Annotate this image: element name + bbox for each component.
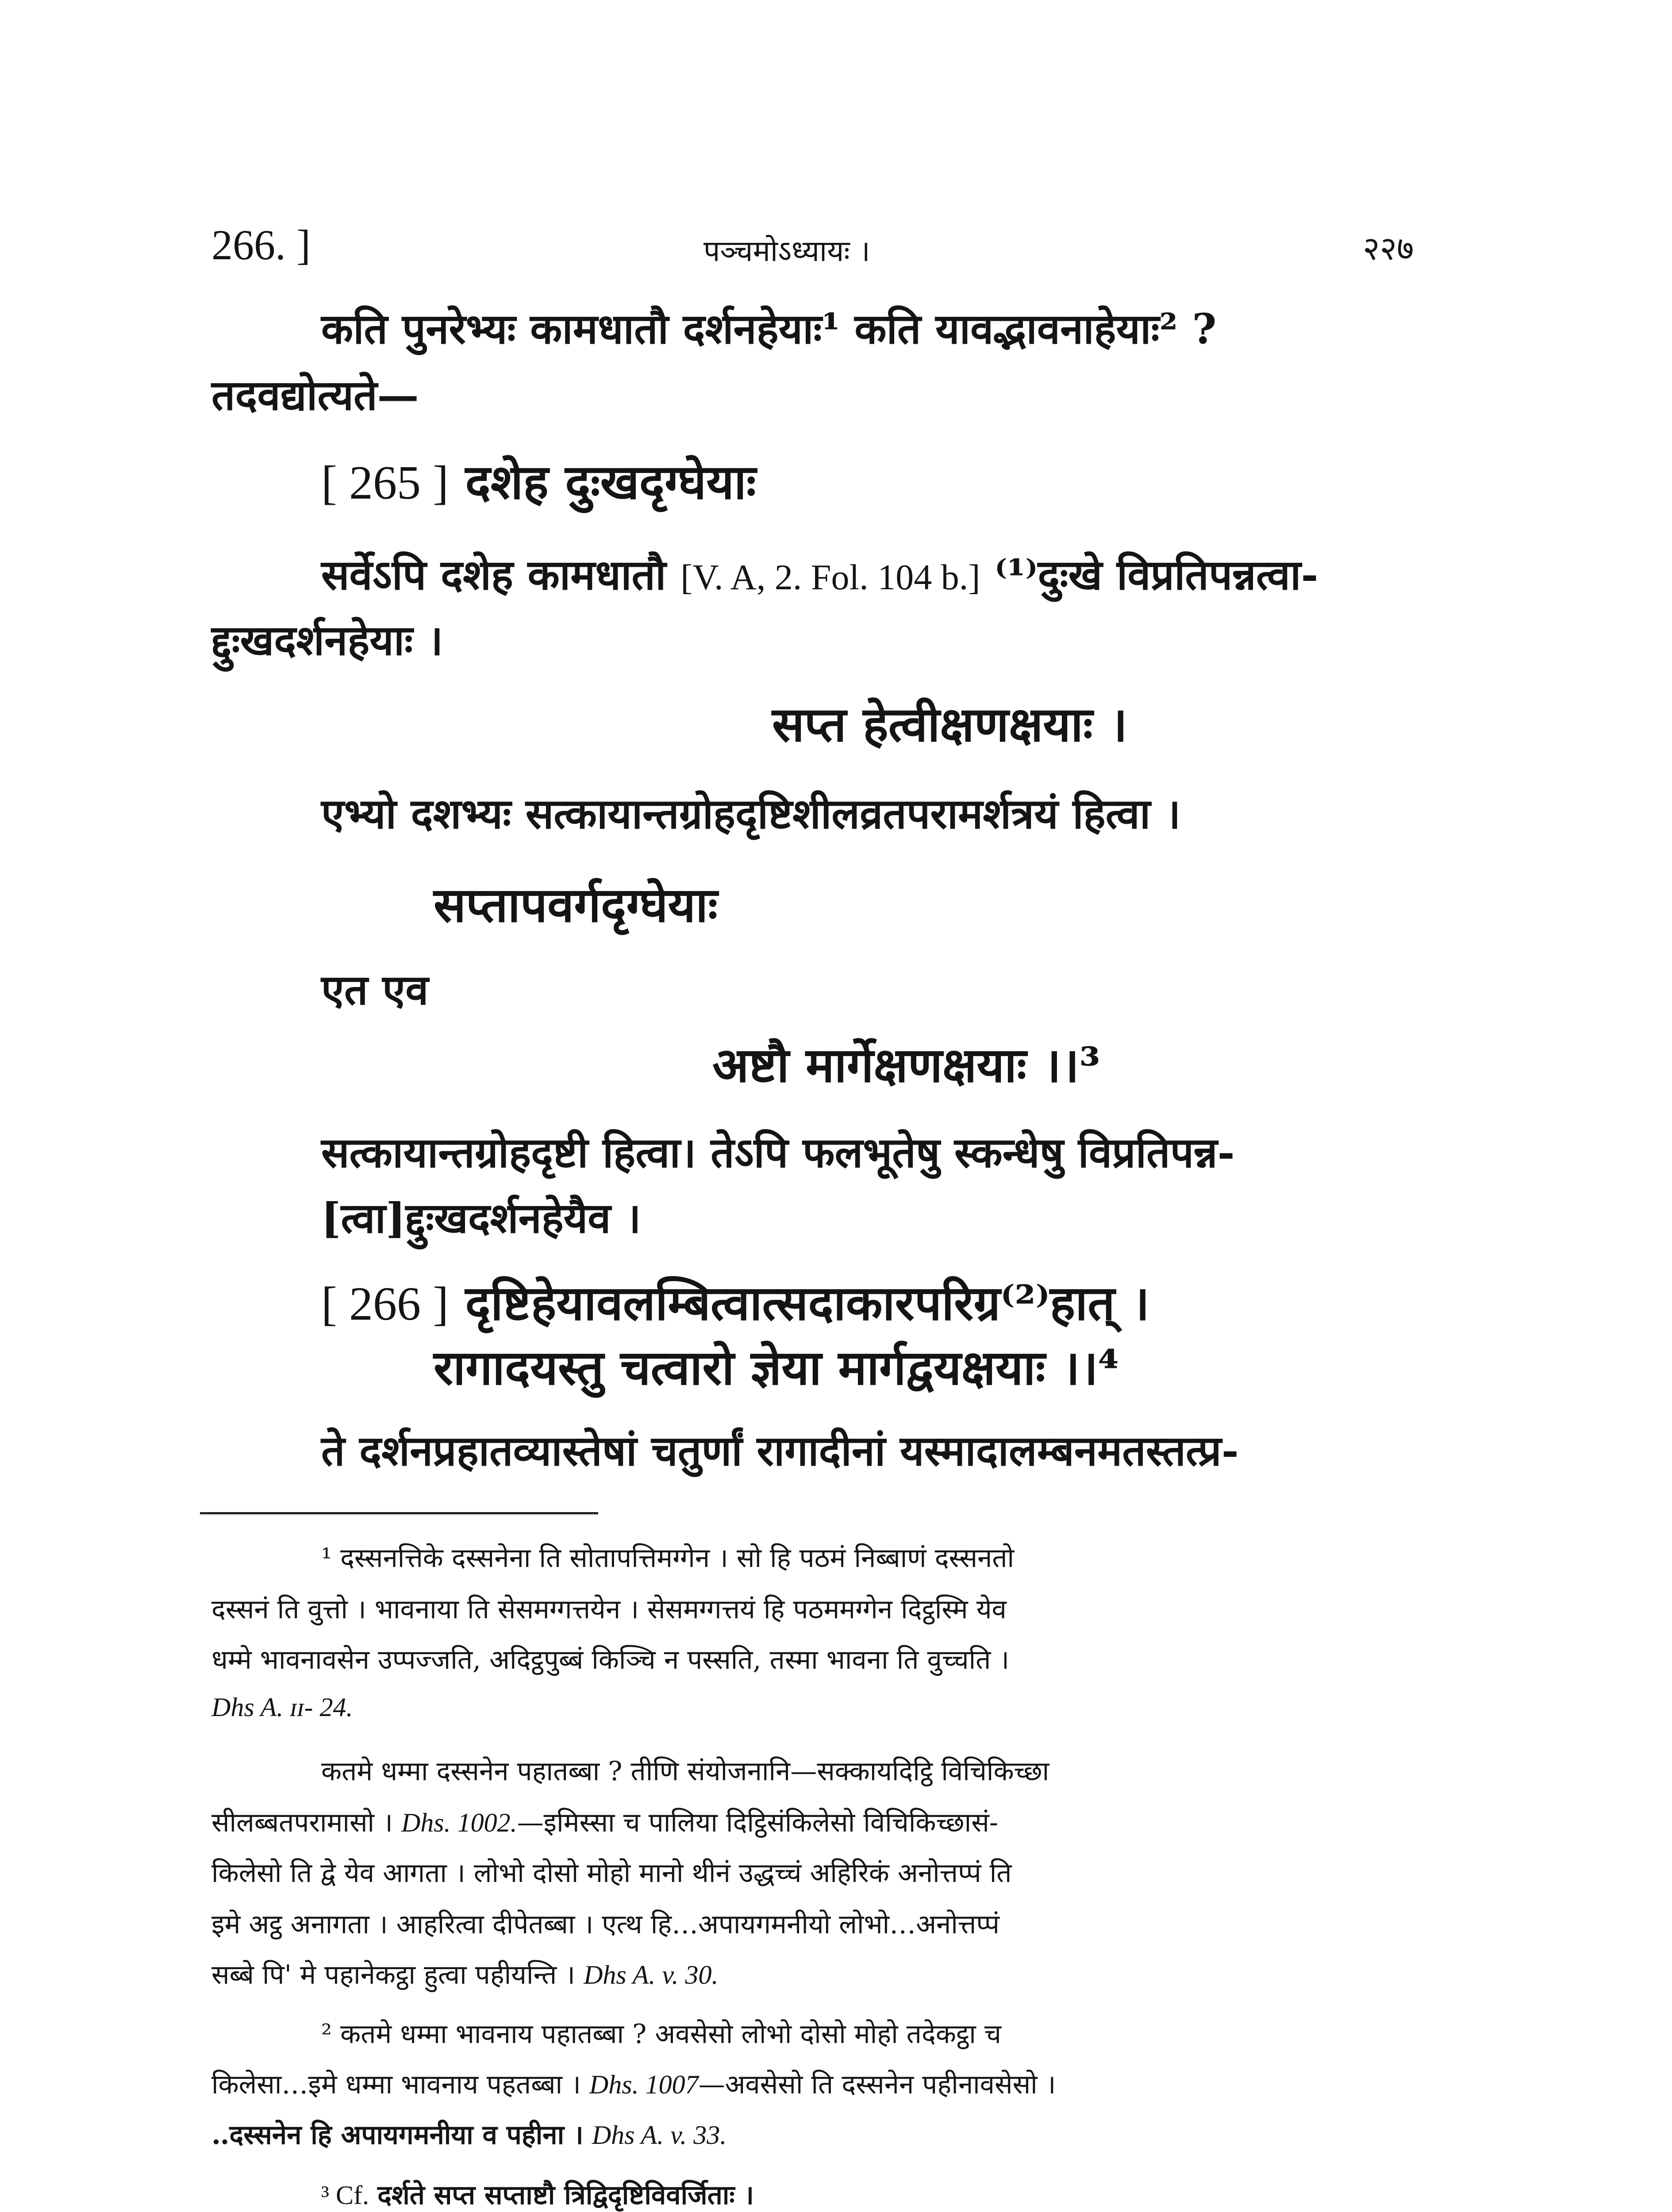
footnote-1b-line-4: इमे अट्ठ अनागता । आहरित्वा दीपेतब्बा । एत्थ हि…अपायगमनीयो लोभो…अनोत्तप्पं <box>211 1909 999 1940</box>
footnote-1-line-3: धम्मे भावनावसेन उप्पज्जति, अदिट्ठपुब्बं किञ्चि न पस्सति, तस्मा भावना ति वुच्चति । <box>211 1644 1010 1675</box>
paragraph-2-text-b: ⁽¹⁾दुःखे विप्रतिपन्नत्वा- <box>995 551 1318 599</box>
footnote-1-reference <box>211 1692 353 1723</box>
verse-line-sapta: सप्त हेत्वीक्षणक्षयाः । <box>772 697 1128 753</box>
paragraph-8-line-2: [त्वा]द्दुःखदर्शनहेयैव । <box>321 1194 641 1243</box>
footnote-2-line-3 <box>211 2116 726 2152</box>
footnote-1b-line-3: किलेसो ति द्वे येव आगता । लोभो दोसो मोहो मानो थीनं उद्धच्चं अहिरिकं अनोत्तप्पं ति <box>211 1858 1012 1889</box>
chapter-title: पञ्चमोऽध्यायः । <box>703 234 870 268</box>
footnote-2-text-c: ‥दस्सनेन हि अपायगमनीया व पहीना । <box>211 2120 584 2151</box>
footnote-3-verse-1: दर्शते सप्त सप्ताष्टौ त्रिद्विदृष्टिविवर्जिताः । <box>377 2180 754 2211</box>
footnote-1-citation: Dhs A. ɪɪ- 24. <box>211 1693 353 1722</box>
footnote-1b-citation: Dhs. 1002. <box>401 1808 517 1837</box>
page-reference: 266. ] <box>211 221 311 269</box>
paragraph-1-line-1: कति पुनरेभ्यः कामधातौ दर्शनहेयाः¹ कति यावद्भावनाहेयाः² ? <box>321 305 1217 353</box>
paragraph-2-line-2: द्दुःखदर्शनहेयाः । <box>211 616 443 665</box>
verse-266-number: [ 266 ] <box>321 1278 449 1330</box>
footnote-1b-line-1: कतमे धम्मा दस्सनेन पहातब्बा ? तीणि संयोजनानि—सक्कायदिट्ठि विचिकिच्छा <box>321 1756 1049 1787</box>
footnote-1b-line-5 <box>211 1955 719 1992</box>
footnote-3-line-1 <box>321 2176 754 2212</box>
footnote-1b-citation-2: Dhs A. v. 30. <box>584 1960 719 1989</box>
paragraph-9: ते दर्शनप्रहातव्यास्तेषां चतुर्णां रागादीनां यस्मादालम्बनमतस्तत्प्र- <box>321 1427 1239 1475</box>
footnote-1b-text-c: सब्बे पि' मे पहानेकट्ठा हुत्वा पहीयन्ति । <box>211 1959 576 1990</box>
paragraph-1-line-2: तदवद्योत्यते— <box>211 371 419 420</box>
verse-265-text: दशेह दुःखदृग्घेयाः <box>465 454 756 510</box>
footnote-2-text-a: किलेसा…इमे धम्मा भावनाय पहतब्बा । <box>211 2069 581 2100</box>
verse-266-line-2: रागादयस्तु चत्वारो ज्ञेया मार्गद्वयक्षयाः ।।⁴ <box>434 1340 1119 1396</box>
paragraph-6: एत एव <box>321 966 429 1014</box>
paragraph-2-line-1 <box>321 545 1318 602</box>
paragraph-8-line-1: सत्कायान्तग्रोहदृष्टी हित्वा। तेऽपि फलभूतेषु स्कन्धेषु विप्रतिपन्न- <box>321 1129 1235 1177</box>
page-number: २२७ <box>1363 230 1414 268</box>
verse-265-number: [ 265 ] <box>321 457 449 509</box>
footnote-2-text-b: —अवसेसो ति दस्सनेन पहीनावसेसो । <box>698 2069 1056 2100</box>
paragraph-4: एभ्यो दशभ्यः सत्कायान्तग्रोहदृष्टिशीलव्रतपरामर्शत्रयं हित्वा । <box>321 790 1181 838</box>
footnote-2-citation: Dhs. 1007 <box>589 2070 699 2099</box>
paragraph-2-text-a: सर्वेऽपि दशेह कामधातौ <box>321 551 666 599</box>
verse-265 <box>321 448 756 513</box>
verse-line-saptapavarga: सप्तापवर्गदृग्घेयाः <box>434 877 718 933</box>
footnote-2-line-1: ² कतमे धम्मा भावनाय पहातब्बा ? अवसेसो लोभो दोसो मोहो तदेकट्ठा च <box>321 2019 1001 2050</box>
manuscript-reference: [V. A, 2. Fol. 104 b.] <box>680 557 980 597</box>
verse-266-line-1 <box>321 1269 1149 1334</box>
footnote-3-cf: ³ Cf. <box>321 2181 369 2210</box>
footnote-1-line-2: दस्सनं ति वुत्तो । भावनाया ति सेसमग्गत्तयेन । सेसमग्गत्तयं हि पठममग्गेन दिट्ठस्मि येव <box>211 1594 1007 1625</box>
footnote-1b-text-b: —इमिस्सा च पालिया दिट्ठिसंकिलेसो विचिकिच्छासं- <box>517 1807 999 1838</box>
footnote-1b-text-a: सीलब्बतपरामासो । <box>211 1807 393 1838</box>
verse-line-ashtau: अष्टौ मार्गेक्षणक्षयाः ।।³ <box>712 1037 1100 1093</box>
footnote-1b-line-2 <box>211 1803 998 1839</box>
footnote-divider <box>200 1512 598 1514</box>
verse-266-text-1: दृष्टिहेयावलम्बित्वात्सदाकारपरिग्र⁽²⁾हात् । <box>465 1275 1150 1331</box>
footnote-1-line-1: ¹ दस्सनत्तिके दस्सनेना ति सोतापत्तिमग्गेन । सो हि पठमं निब्बाणं दस्सनतो <box>321 1543 1015 1574</box>
footnote-2-line-2 <box>211 2065 1056 2101</box>
footnote-2-citation-2: Dhs A. v. 33. <box>592 2120 727 2150</box>
